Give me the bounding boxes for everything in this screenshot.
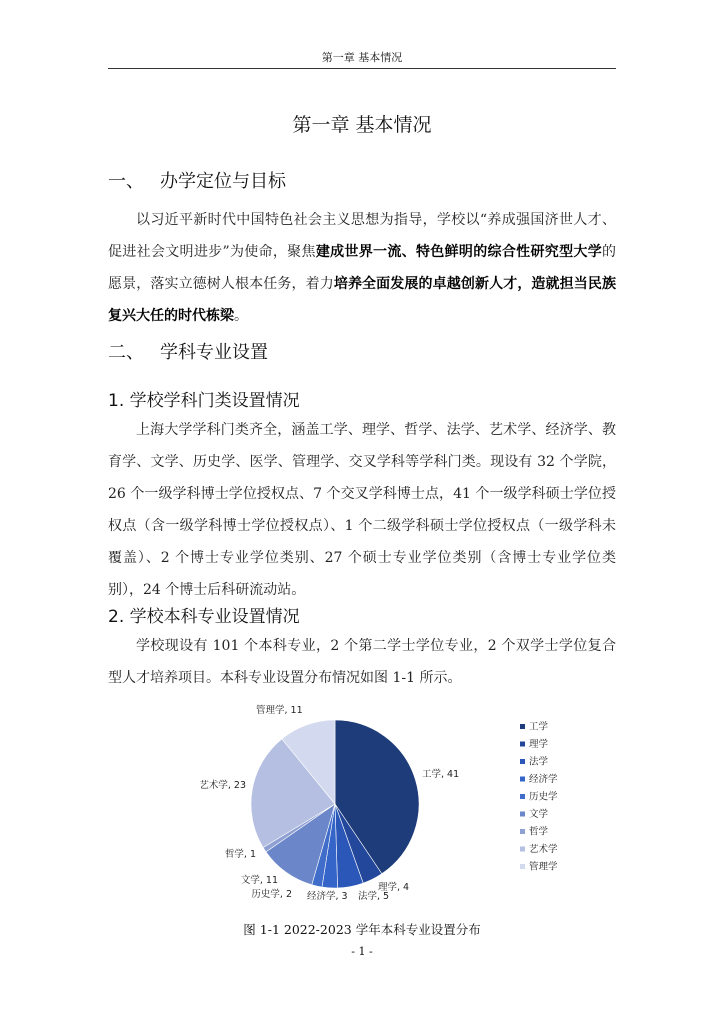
section-title: 学科专业设置 — [160, 342, 268, 363]
legend-label: 管理学 — [529, 861, 558, 873]
section-number: 一、 — [108, 171, 144, 192]
legend-label: 历史学 — [529, 791, 558, 803]
paragraph-text: 的愿景，落实立德树人根本任务，着力 — [108, 244, 616, 292]
legend-label: 工学 — [529, 721, 549, 733]
pie-data-label: 文学, 11 — [240, 875, 278, 886]
pie-data-label: 艺术学, 23 — [199, 780, 246, 791]
pie-data-label: 管理学, 11 — [256, 705, 303, 716]
legend-label: 理学 — [529, 739, 549, 750]
legend-swatch — [520, 724, 525, 729]
legend-swatch — [520, 829, 525, 834]
legend-swatch — [520, 812, 525, 817]
legend-swatch — [520, 777, 525, 782]
bold-vision: 建成世界一流、特色鲜明的综合性研究型大学 — [315, 244, 602, 260]
subsection-heading-1: 1. 学校学科门类设置情况 — [108, 391, 300, 411]
legend-swatch — [520, 847, 525, 852]
discipline-paragraph: 上海大学学科门类齐全，涵盖工学、理学、哲学、法学、艺术学、经济学、教育学、文学、历史学、医学、管理学、交叉学科等学科门类。现设有 32 个学院， 26 个一级学科博士学位授权点、7 个交叉学科博士点，41 个一级学科硕士学位授权点（含一级学科博士学位授权点）、1 个二级学科硕士学位授权点（一级学科未覆盖）、2 个博士专业学位类别、27 个硕士专业学位类别（含博士专业学位类别），24 个博士后科研流动站。 — [108, 422, 616, 598]
page-number: - 1 - — [351, 945, 373, 958]
section-heading-1 — [108, 167, 286, 193]
section-title: 办学定位与目标 — [160, 171, 286, 192]
pie-data-label: 工学, 41 — [422, 769, 460, 780]
section-number: 二、 — [108, 342, 144, 363]
legend-swatch — [520, 759, 525, 764]
pie-data-label: 历史学, 2 — [251, 889, 292, 900]
pie-data-label: 理学, 4 — [378, 882, 410, 893]
paragraph-text: 以习近平新时代中国特色社会主义思想为指导，学校以“养成强国济世人才、促进社会文明进步”为使命，聚焦 — [108, 212, 616, 260]
chapter-title: 第一章 基本情况 — [292, 114, 432, 136]
running-header: 第一章 基本情况 — [108, 48, 616, 69]
pie-data-label: 经济学, 3 — [307, 891, 348, 902]
pie-data-label: 哲学, 1 — [224, 849, 256, 860]
section-heading-2 — [108, 338, 268, 364]
majors-paragraph: 学校现设有 101 个本科专业，2 个第二学士学位专业，2 个双学士学位复合型人才培养项目。本科专业设置分布情况如图 1-1 所示。 — [108, 638, 616, 686]
mission-paragraph — [108, 204, 616, 332]
pie-slices — [251, 720, 419, 888]
legend-label: 法学 — [529, 756, 549, 768]
legend-swatch — [520, 864, 525, 869]
legend-label: 哲学 — [529, 826, 549, 838]
figure-caption: 图 1-1 2022-2023 学年本科专业设置分布 — [243, 922, 481, 937]
paragraph-text: 。 — [234, 308, 248, 324]
chart-legend — [520, 721, 558, 873]
subsection-heading-2: 2. 学校本科专业设置情况 — [108, 607, 300, 627]
legend-label: 文学 — [529, 809, 549, 820]
legend-label: 艺术学 — [529, 844, 558, 855]
legend-label: 经济学 — [529, 774, 558, 785]
bold-goal: 培养全面发展的卓越创新人才，造就担当民族复兴大任的时代栋梁 — [108, 276, 616, 324]
pie-data-label: 法学, 5 — [358, 891, 390, 902]
legend-swatch — [520, 794, 525, 799]
legend-swatch — [520, 742, 525, 747]
major-distribution-pie-chart — [190, 700, 590, 910]
